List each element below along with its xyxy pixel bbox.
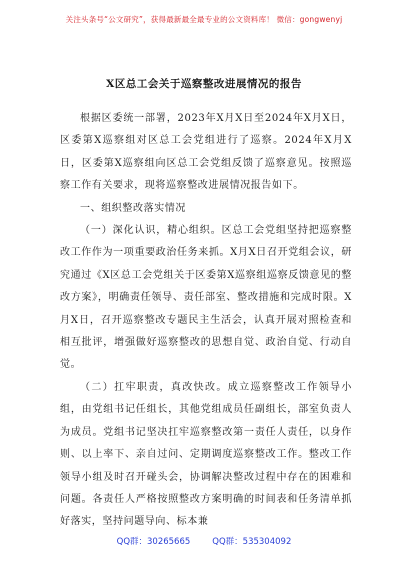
body-paragraph: （一）深化认识，精心组织。区总工会党组坚持把巡察整改工作作为一项重要政治任务来抓。X月X日召开党组会议，研究通过《X区总工会党组关于区委第X巡察组巡察反馈意见的整改方案》，明确责任领导、责任部室、整改措施和完成时限。X月X日，召开巡察整改专题民主生活会，认真开展对照检查和相互批评，增强做好巡察整改的思想自觉、政治自觉、行动自觉。	[60, 225, 352, 371]
header-note: 关注头条号“公文研究”，获得最新最全最专业的公文资料库！ 微信：gongwenyj	[65, 15, 343, 24]
body-paragraph: 根据区委统一部署，2023年X月X日至2024年X月X日，区委第X巡察组对区总工会党组进行了巡察。2024年X月X日，区委第X巡察组向区总工会党组反馈了巡察意见。按照巡察工作有关要求，现将巡察整改进展情况报告如下。	[60, 113, 352, 192]
footer-contacts	[0, 535, 408, 547]
qq-group-1: QQ群：30265665	[116, 537, 191, 547]
section-heading: 一、组织整改落实情况	[80, 202, 186, 214]
document-title: X区总工会关于巡察整改进展情况的报告	[106, 78, 302, 90]
document-body	[60, 108, 352, 534]
qq-group-2: QQ群：535304092	[212, 537, 292, 547]
body-paragraph: （二）扛牢职责，真改快改。成立巡察整改工作领导小组，由党组书记任组长，其他党组成员任副组长，部室负责人为成员。党组书记坚决扛牢巡察整改第一责任人责任，以身作则、以上率下、亲自过问、定期调度巡察整改工作。整改工作领导小组及时召开碰头会，协调解决整改过程中存在的困难和问题。各责任人严格按照整改方案明确的时间表和任务清单抓好落实，坚持问题导向、标本兼	[60, 381, 352, 528]
